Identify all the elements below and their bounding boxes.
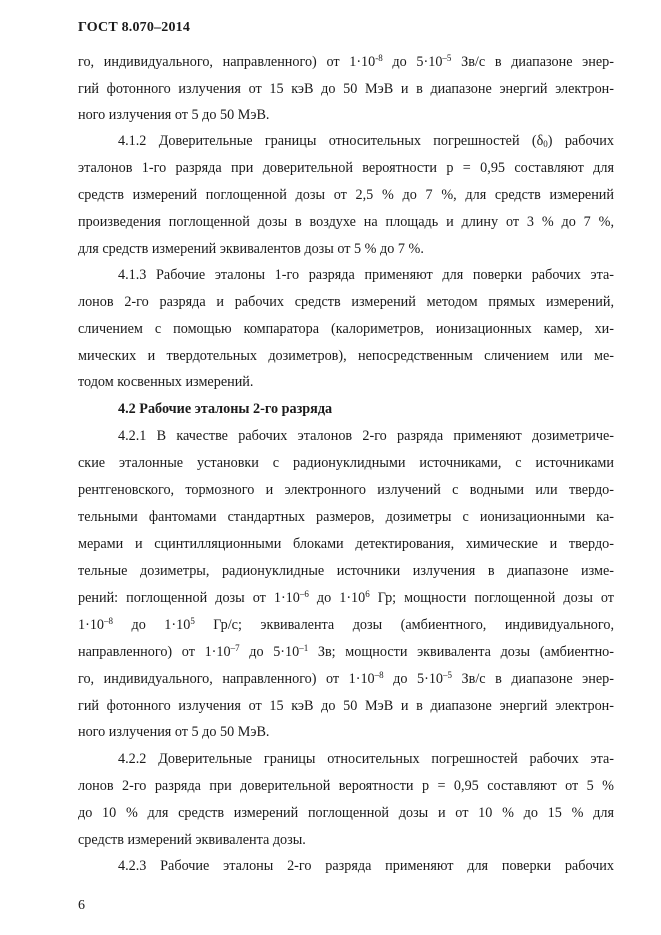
paragraph-start: 4.2.1 В качестве рабочих эталонов 2-го разряда применяют дозиметриче- xyxy=(118,428,614,444)
text-line: эталонов 1-го разряда при доверительной вероятности р = 0,95 составляют для xyxy=(78,160,614,176)
text-line: мических и твердотельных дозиметров), непосредственным сличением или ме- xyxy=(78,348,614,364)
text-line: сличением с помощью компаратора (калориметров, ионизационных камер, хи- xyxy=(78,321,614,337)
text-line: гий фотонного излучения от 15 кэВ до 50 МэВ и в диапазоне энергий электрон- xyxy=(78,698,614,714)
paragraph-start: 4.2.2 Доверительные границы относительных погрешностей рабочих эта- xyxy=(118,751,614,767)
text-line: го, индивидуального, направленного) от $1\cdot 10^{-8}$ до $5\cdot 10^{-5}$ Зв/с в диапазоне энер- xyxy=(78,53,614,70)
text-line: тельными фантомами стандартных размеров, дозиметры с ионизационными ка- xyxy=(78,509,614,525)
text-line: гий фотонного излучения от 15 кэВ до 50 МэВ и в диапазоне энергий электрон- xyxy=(78,81,614,97)
text-line: произведения поглощенной дозы в воздухе на площадь и длину от 3 % до 7 %, xyxy=(78,214,614,230)
text-line: рений: поглощенной дозы от $1\cdot 10^{-6}$ до $1\cdot 10^6$ Гр; мощности поглощенной дозы от xyxy=(78,589,614,606)
text-line: ного излучения от 5 до 50 МэВ. xyxy=(78,724,270,740)
text-line: мерами и сцинтилляционными блоками детектирования, химические и твердо- xyxy=(78,536,614,552)
text-line: рентгеновского, тормозного и электронного излучений с водными или твердо- xyxy=(78,482,614,498)
text-line: средств измерений эквивалента дозы. xyxy=(78,832,306,848)
text-line: ские эталонные установки с радионуклидными источниками, с источниками xyxy=(78,455,614,471)
text-line: до 10 % для средств измерений поглощенной дозы и от 10 % до 15 % для xyxy=(78,805,614,821)
text-line: лонов 2-го разряда и рабочих средств измерений методом прямых измерений, xyxy=(78,294,614,310)
document-header: ГОСТ 8.070–2014 xyxy=(78,20,191,35)
paragraph-start: 4.1.3 Рабочие эталоны 1-го разряда применяют для поверки рабочих эта- xyxy=(118,267,614,283)
text-line: для средств измерений эквивалентов дозы от 5 % до 7 %. xyxy=(78,241,424,257)
section-heading: 4.2 Рабочие эталоны 2-го разряда xyxy=(118,401,333,417)
text-line: ного излучения от 5 до 50 МэВ. xyxy=(78,107,270,123)
text-line: $1\cdot 10^{-8}$ до $1\cdot 10^5$ Гр/с; эквивалента дозы (амбиентного, индивидуального, xyxy=(78,616,614,633)
text-line: тельные дозиметры, радионуклидные источники излучения в диапазоне изме- xyxy=(78,563,614,579)
text-line: лонов 2-го разряда при доверительной вероятности р = 0,95 составляют от 5 % xyxy=(78,778,614,794)
text-line: средств измерений поглощенной дозы от 2,5 % до 7 %, для средств измерений xyxy=(78,187,614,203)
text-line: го, индивидуального, направленного) от $1\cdot 10^{-8}$ до $5\cdot 10^{-5}$ Зв/с в диапазоне энер- xyxy=(78,670,614,687)
paragraph-start: 4.1.2 Доверительные границы относительных погрешностей $(\delta_0)$ рабочих xyxy=(118,133,614,149)
text-line: тодом косвенных измерений. xyxy=(78,374,254,390)
paragraph-start: 4.2.3 Рабочие эталоны 2-го разряда применяют для поверки рабочих xyxy=(118,858,614,874)
text-line: направленного) от $1\cdot 10^{-7}$ до $5\cdot 10^{-1}$ Зв; мощности эквивалента дозы (амбиентно- xyxy=(78,643,614,660)
page-number: 6 xyxy=(78,898,85,913)
